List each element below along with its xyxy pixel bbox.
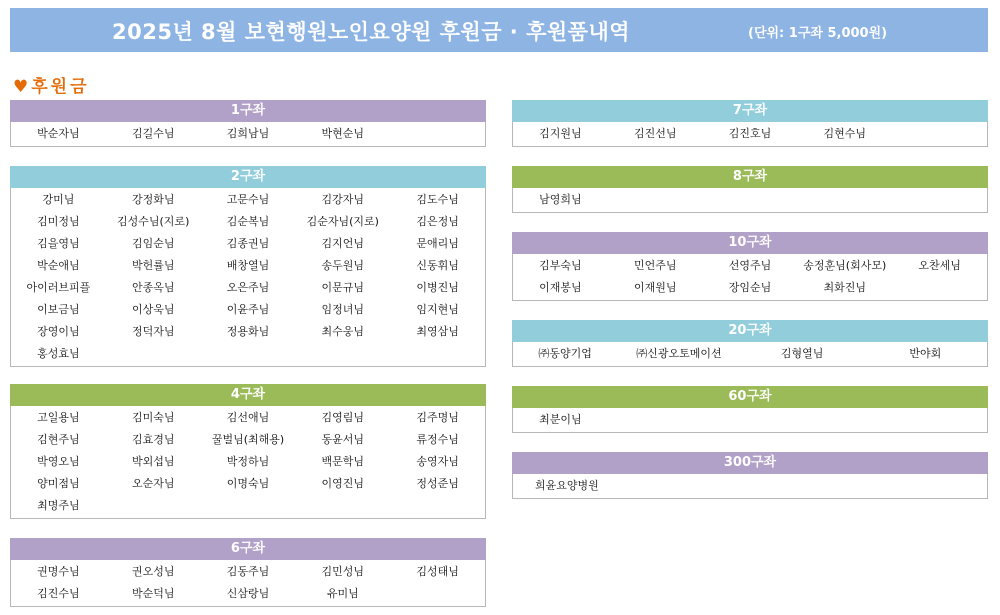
donor-name: 오찬세님 — [918, 259, 961, 272]
tier-header: 8구좌 — [512, 166, 988, 188]
donor-name: 송두원님 — [321, 259, 365, 272]
donor-name: 장영이님 — [37, 325, 80, 338]
donor-name: 김지언님 — [321, 237, 365, 250]
donor-name: 오은주님 — [226, 281, 270, 294]
donor-name: 배창열님 — [226, 259, 270, 272]
donor-name: 고문수님 — [226, 193, 270, 206]
donor-name: 김은정님 — [416, 215, 459, 228]
donor-name: 민언주님 — [633, 259, 677, 272]
tier-block-4 — [10, 384, 486, 519]
section-heading: ♥후원금 — [13, 77, 90, 97]
donor-name: 최명주님 — [37, 499, 80, 512]
tier-header: 1구좌 — [10, 100, 486, 122]
donor-name: 아이러브피플 — [26, 281, 91, 294]
donor-name: 고일용님 — [37, 411, 80, 424]
donor-name: 김민성님 — [321, 565, 365, 578]
donor-name: 동윤서님 — [321, 433, 365, 446]
donor-name: 권오성님 — [131, 565, 175, 578]
donor-name: 정용화님 — [226, 325, 270, 338]
page-title: 2025년 8월 보현행원노인요양원 후원금 · 후원품내역 — [112, 20, 631, 44]
donor-list — [10, 122, 486, 147]
donor-name: 김형열님 — [780, 347, 824, 360]
donor-name: 김강자님 — [321, 193, 365, 206]
donor-name: 김성수님(지로) — [117, 215, 190, 228]
donor-name: 신삼랑님 — [226, 587, 270, 600]
donor-name: 김선애님 — [226, 411, 270, 424]
tier-header: 7구좌 — [512, 100, 988, 122]
donor-name: 문애리님 — [416, 237, 459, 250]
donor-name: 유미님 — [326, 587, 359, 600]
donor-name: 희윤요양병원 — [535, 479, 599, 492]
donor-name: 류정수님 — [416, 433, 459, 446]
donor-name: 김현주님 — [37, 433, 80, 446]
tier-header: 2구좌 — [10, 166, 486, 188]
donor-name: 안종옥님 — [131, 281, 175, 294]
tier-block-1 — [10, 100, 486, 147]
donor-name: 최분이님 — [539, 413, 582, 426]
donor-name: 김영림님 — [321, 411, 365, 424]
donor-list — [512, 342, 988, 367]
donor-name: 정덕자님 — [131, 325, 175, 338]
donor-list — [10, 406, 486, 519]
tier-block-6 — [10, 538, 486, 607]
donor-name: 정성준님 — [416, 477, 459, 490]
donor-list — [512, 408, 988, 433]
donor-name: 김을영님 — [37, 237, 80, 250]
donor-name: 이재봉님 — [539, 281, 582, 294]
donor-name: 김효경님 — [131, 433, 175, 446]
donor-name: 김진수님 — [37, 587, 80, 600]
donor-name: 최화진님 — [823, 281, 867, 294]
tier-block-10 — [512, 232, 988, 301]
donor-name: 김미숙님 — [131, 411, 175, 424]
donor-name: 김현수님 — [823, 127, 867, 140]
donor-name: 박순덕님 — [131, 587, 175, 600]
tier-header: 300구좌 — [512, 452, 988, 474]
donor-name: 이명숙님 — [226, 477, 270, 490]
tier-block-300 — [512, 452, 988, 499]
donor-name: 홍성효님 — [37, 347, 80, 360]
donor-name: 이영진님 — [321, 477, 365, 490]
donor-list — [512, 122, 988, 147]
donor-name: 김도수님 — [416, 193, 459, 206]
donor-name: 권명수님 — [37, 565, 80, 578]
tier-header: 20구좌 — [512, 320, 988, 342]
donor-name: 강미님 — [42, 193, 75, 206]
tier-header: 60구좌 — [512, 386, 988, 408]
donor-name: 박헌률님 — [131, 259, 175, 272]
donor-name: 김순복님 — [226, 215, 270, 228]
donor-name: 김희남님 — [226, 127, 270, 140]
tier-header: 4구좌 — [10, 384, 486, 406]
donor-name: 김지원님 — [539, 127, 582, 140]
donor-name: 반야회 — [909, 347, 942, 360]
donor-name: 김진호님 — [728, 127, 772, 140]
donor-name: 이병진님 — [416, 281, 459, 294]
donor-name: 남영희님 — [539, 193, 582, 206]
donor-list — [512, 474, 988, 499]
unit-note: (단위: 1구좌 5,000원) — [748, 26, 888, 41]
donor-name: 김임순님 — [131, 237, 175, 250]
donor-name: 김순자님(지로) — [306, 215, 379, 228]
donor-name: 김길수님 — [131, 127, 175, 140]
donor-name: 선영주님 — [728, 259, 772, 272]
donor-name: 김종권님 — [226, 237, 270, 250]
donor-name: 임정녀님 — [321, 303, 365, 316]
donor-name: 최수웅님 — [321, 325, 365, 338]
donor-name: 꿀벌님(최해용) — [211, 433, 285, 446]
donor-name: 이상욱님 — [131, 303, 175, 316]
donor-name: 백문학님 — [321, 455, 365, 468]
donor-list — [10, 560, 486, 607]
donor-name: 김주명님 — [416, 411, 459, 424]
donor-name: 박순애님 — [37, 259, 80, 272]
donor-name: 송정훈님(회사모) — [803, 259, 887, 272]
donor-list — [10, 188, 486, 367]
tier-block-60 — [512, 386, 988, 433]
tier-header: 6구좌 — [10, 538, 486, 560]
donor-name: 이재원님 — [633, 281, 677, 294]
title-bar — [10, 8, 988, 52]
donor-name: 김진선님 — [633, 127, 677, 140]
donor-name: 신동휘님 — [416, 259, 459, 272]
donor-name: 이문규님 — [321, 281, 365, 294]
donor-name: 오순자님 — [131, 477, 175, 490]
donor-name: 박외섭님 — [131, 455, 175, 468]
donor-name: 송영자님 — [416, 455, 459, 468]
donor-name: 양미점님 — [37, 477, 80, 490]
tier-block-7 — [512, 100, 988, 147]
donor-name: 박현순님 — [321, 127, 365, 140]
donor-name: 최영삼님 — [416, 325, 459, 338]
donor-name: 김부숙님 — [539, 259, 582, 272]
donor-list — [512, 254, 988, 301]
tier-block-20 — [512, 320, 988, 367]
donor-name: ㈜동양기업 — [538, 347, 592, 360]
donor-name: 박영오님 — [37, 455, 80, 468]
tier-block-8 — [512, 166, 988, 213]
donor-name: 박순자님 — [37, 127, 80, 140]
donor-name: 이보금님 — [37, 303, 80, 316]
donor-name: 김동주님 — [226, 565, 270, 578]
donor-list — [512, 188, 988, 213]
donor-name: 이윤주님 — [226, 303, 270, 316]
donor-name: 강정화님 — [131, 193, 175, 206]
donor-name: 장임순님 — [728, 281, 772, 294]
donor-name: 박정하님 — [226, 455, 270, 468]
donor-name: 임지현님 — [416, 303, 459, 316]
donor-name: 김미정님 — [37, 215, 80, 228]
tier-block-2 — [10, 166, 486, 367]
donor-name: ㈜신광오토메이션 — [636, 347, 722, 360]
tier-header: 10구좌 — [512, 232, 988, 254]
donor-name: 김성태님 — [416, 565, 459, 578]
